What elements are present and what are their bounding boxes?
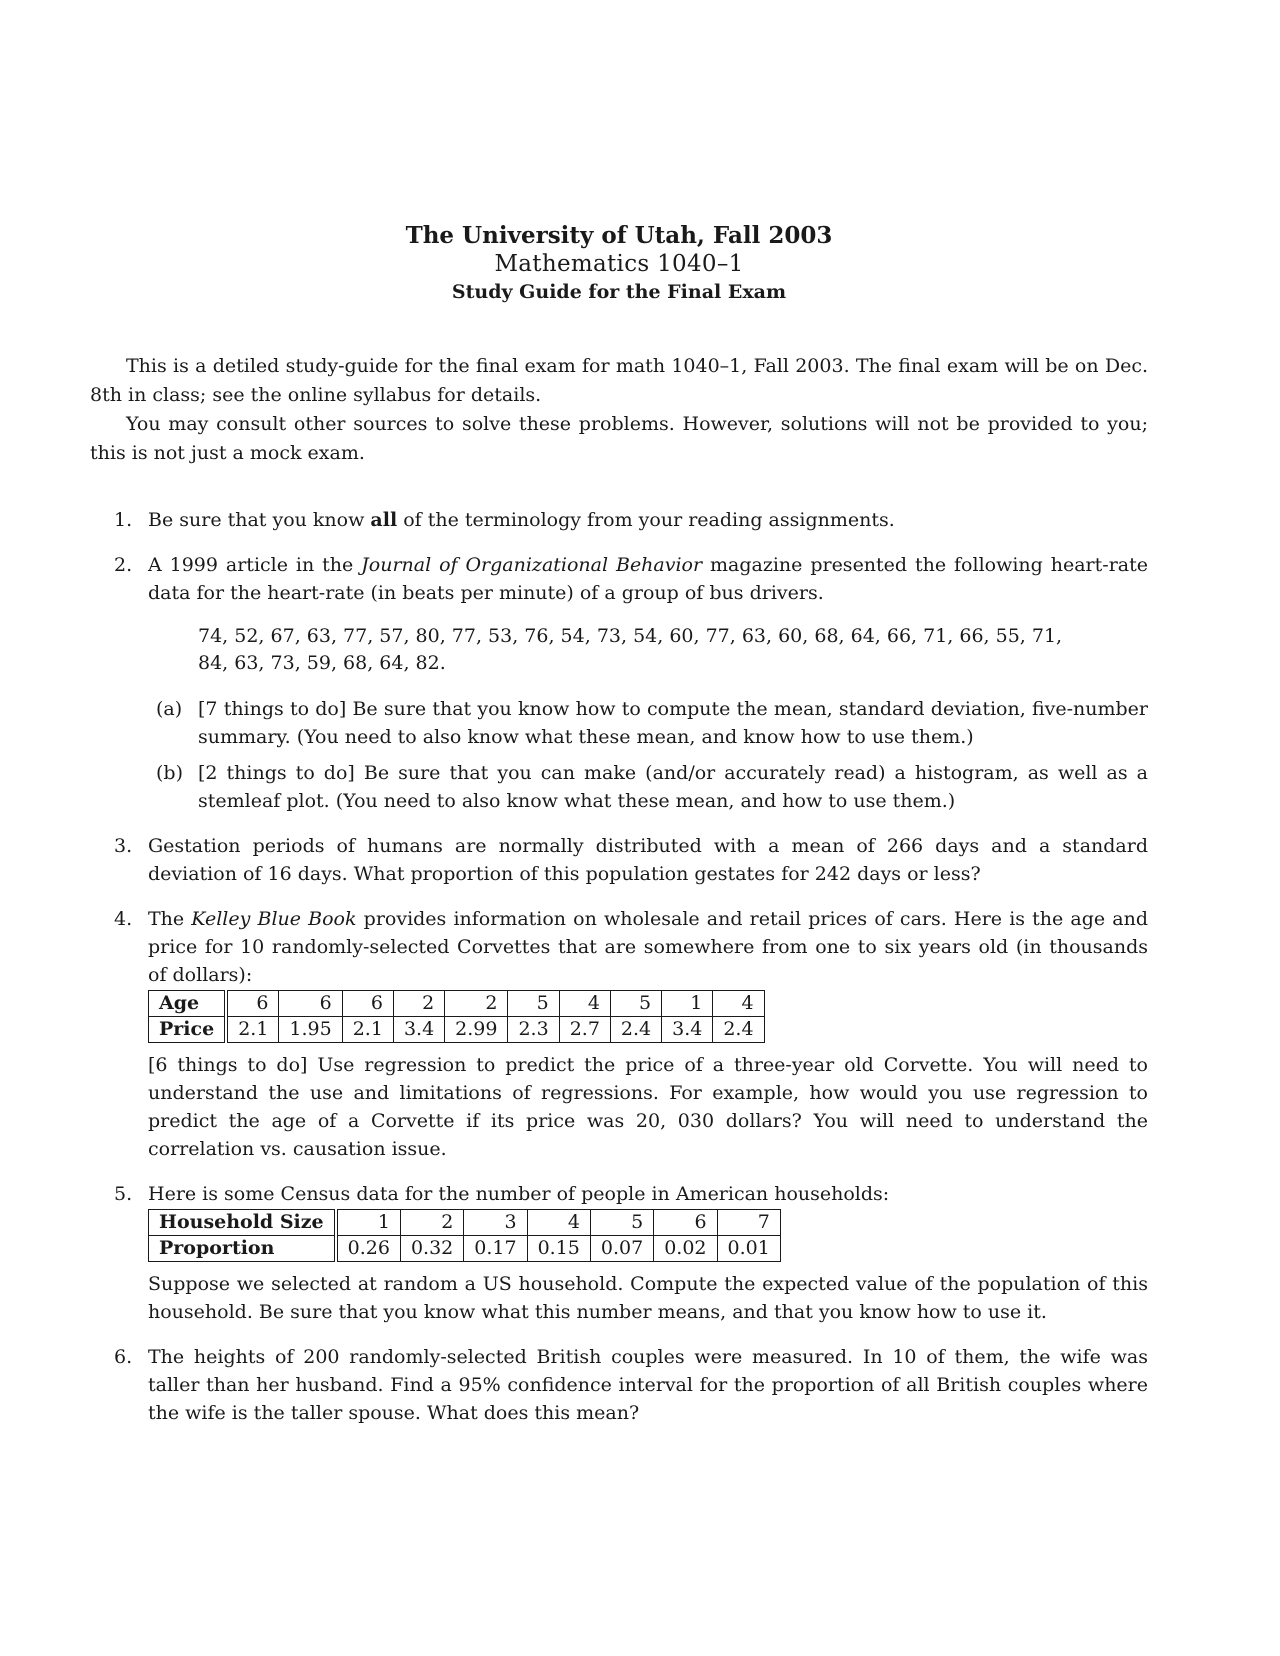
problem-text: Be sure that you know	[148, 509, 371, 531]
table-cell: 5	[610, 991, 661, 1017]
problem-3	[90, 832, 1148, 888]
table-cell: 2.1	[342, 1017, 393, 1043]
book-title: Kelley Blue Book	[191, 908, 357, 930]
table-cell: 0.15	[527, 1236, 590, 1262]
table-cell: 6	[342, 991, 393, 1017]
journal-title: Journal of Organizational Behavior	[361, 554, 703, 576]
introduction	[90, 352, 1148, 468]
problem-number: 3.	[114, 835, 133, 857]
table-row	[149, 1236, 781, 1262]
problem-5	[90, 1180, 1148, 1326]
table-cell: 2.3	[508, 1017, 559, 1043]
course-title: Mathematics 1040–1	[494, 251, 744, 277]
subitem-number: (a)	[156, 698, 183, 720]
table-cell: 6	[226, 991, 279, 1017]
table-row	[149, 1210, 781, 1236]
text-run: A 1999 article in the	[148, 554, 362, 576]
subitem-list	[148, 695, 1148, 815]
household-table	[148, 1209, 781, 1262]
university-title: The University of Utah, Fall 2003	[405, 222, 833, 249]
subitem-number: (b)	[156, 762, 183, 784]
row-header-proportion: Proportion	[149, 1236, 336, 1262]
subitem-text: [2 things to do] Be sure that you can make (and/or accurately read) a histogram, as well as a stemleaf plot. (You need to also know what these mean, and how to use them.)	[198, 762, 1148, 812]
guide-title: Study Guide for the Final Exam	[451, 281, 787, 303]
text-run: The	[148, 908, 192, 930]
problem-text: The heights of 200 randomly-selected British couples were measured. In 10 of them, the wife was taller than her husband. Find a 95% confidence interval for the proportion of all British couples where the wife is the taller spouse. What does this mean?	[148, 1346, 1148, 1424]
table-cell: 2.99	[445, 1017, 508, 1043]
problem-number: 6.	[114, 1346, 133, 1368]
table-cell: 0.07	[590, 1236, 653, 1262]
document-page	[90, 222, 1148, 1444]
problem-number: 5.	[114, 1183, 133, 1205]
table-cell: 4	[713, 991, 764, 1017]
table-cell: 7	[717, 1210, 780, 1236]
table-cell: 2.1	[226, 1017, 279, 1043]
table-cell: 3.4	[393, 1017, 444, 1043]
row-header-price: Price	[149, 1017, 227, 1043]
problem-2	[90, 551, 1148, 815]
problem-6	[90, 1343, 1148, 1427]
problem-1	[90, 506, 1148, 534]
text-run: magazine presented the following heart-rate data for the heart-rate (in beats per minute) of a group of bus drivers.	[148, 554, 1148, 604]
problem-followup: [6 things to do] Use regression to predict the price of a three-year old Corvette. You will need to understand the use and limitations of regressions. For example, how would you use regression to predict the age of a Corvette if its price was 20, 030 dollars? You will need to understand the correlation vs. causation issue.	[148, 1054, 1148, 1160]
table-cell: 5	[508, 991, 559, 1017]
intro-paragraph-2: You may consult other sources to solve these problems. However, solutions will not be provided to you; this is not just a mock exam.	[90, 413, 1148, 464]
row-header-age: Age	[149, 991, 227, 1017]
table-row	[149, 1017, 765, 1043]
problem-4	[90, 905, 1148, 1163]
table-cell: 6	[279, 991, 342, 1017]
data-line: 74, 52, 67, 63, 77, 57, 80, 77, 53, 76, 54, 73, 54, 60, 77, 63, 60, 68, 64, 66, 71, 66, 55, 71,	[198, 625, 1063, 647]
table-cell: 4	[527, 1210, 590, 1236]
corvette-table	[148, 990, 765, 1043]
table-cell: 0.26	[336, 1236, 401, 1262]
heart-rate-data	[198, 623, 1148, 677]
table-cell: 1.95	[279, 1017, 342, 1043]
table-cell: 2.7	[559, 1017, 610, 1043]
table-cell: 6	[654, 1210, 717, 1236]
table-cell: 2	[393, 991, 444, 1017]
title-block	[90, 222, 1148, 306]
table-cell: 0.17	[464, 1236, 527, 1262]
table-cell: 2	[445, 991, 508, 1017]
intro-paragraph-1: This is a detiled study-guide for the final exam for math 1040–1, Fall 2003. The final exam will be on Dec. 8th in class; see the online syllabus for details.	[90, 355, 1148, 406]
problem-number: 2.	[114, 554, 133, 576]
text-run: provides information on wholesale and retail prices of cars. Here is the age and price for 10 randomly-selected Corvettes that are somewhere from one to six years old (in thousands of dollars):	[148, 908, 1149, 986]
emphasis-text: all	[370, 509, 398, 531]
problem-followup: Suppose we selected at random a US household. Compute the expected value of the population of this household. Be sure that you know what this number means, and that you know how to use it.	[148, 1273, 1148, 1323]
table-cell: 5	[590, 1210, 653, 1236]
subitem-a	[148, 695, 1148, 751]
problem-text: Here is some Census data for the number of people in American households:	[148, 1183, 890, 1205]
table-cell: 2	[400, 1210, 463, 1236]
table-cell: 0.02	[654, 1236, 717, 1262]
problem-text	[148, 905, 1148, 989]
table-cell: 2.4	[610, 1017, 661, 1043]
table-cell: 2.4	[713, 1017, 764, 1043]
problem-text: Gestation periods of humans are normally distributed with a mean of 266 days and a standard deviation of 16 days. What proportion of this population gestates for 242 days or less?	[148, 835, 1148, 885]
table-row	[149, 991, 765, 1017]
table-cell: 3.4	[662, 1017, 713, 1043]
problem-list	[90, 506, 1148, 1427]
problem-text	[148, 551, 1148, 607]
table-cell: 0.32	[400, 1236, 463, 1262]
row-header-household-size: Household Size	[149, 1210, 336, 1236]
subitem-b	[148, 759, 1148, 815]
data-line: 84, 63, 73, 59, 68, 64, 82.	[198, 652, 446, 674]
table-cell: 1	[336, 1210, 401, 1236]
problem-number: 4.	[114, 908, 133, 930]
table-cell: 3	[464, 1210, 527, 1236]
table-cell: 0.01	[717, 1236, 780, 1262]
table-cell: 1	[662, 991, 713, 1017]
subitem-text: [7 things to do] Be sure that you know how to compute the mean, standard deviation, five-number summary. (You need to also know what these mean, and know how to use them.)	[198, 698, 1148, 748]
table-cell: 4	[559, 991, 610, 1017]
problem-text: of the terminology from your reading assignments.	[397, 509, 895, 531]
problem-number: 1.	[114, 509, 133, 531]
